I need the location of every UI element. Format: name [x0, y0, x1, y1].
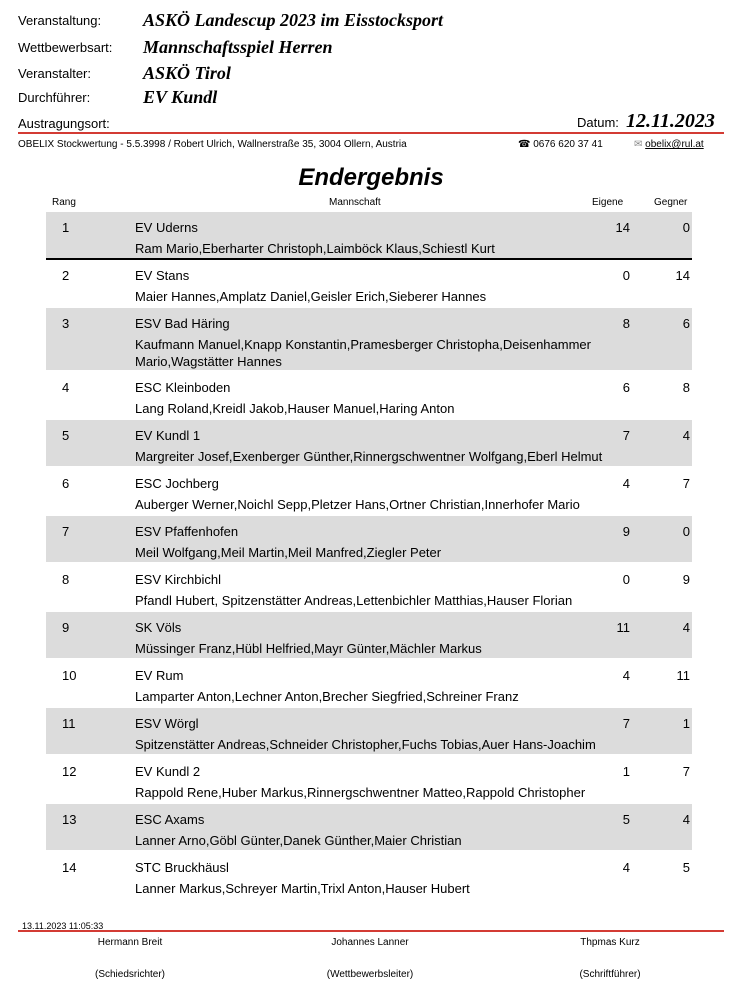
print-timestamp: 13.11.2023 11:05:33 [22, 921, 104, 931]
result-row [46, 708, 692, 754]
phone-number: 0676 620 37 41 [533, 139, 603, 150]
rang-cell: 14 [62, 860, 77, 875]
austragungsort-label: Austragungsort: [18, 116, 110, 131]
gegner-cell: 7 [682, 476, 690, 491]
team-players: Kaufmann Manuel,Knapp Konstantin,Pramesberger Christopha,Deisenhammer Mario,Wagstätter Hannes [135, 337, 591, 369]
eigene-cell: 0 [622, 572, 630, 587]
veranstalter-value: ASKÖ Tirol [143, 63, 231, 83]
result-row [46, 852, 692, 898]
gegner-cell: 6 [682, 316, 690, 331]
eigene-cell: 14 [615, 220, 630, 235]
gegner-cell: 4 [682, 620, 690, 635]
team-name: ESV Bad Häring [135, 316, 230, 331]
team-name: ESC Jochberg [135, 476, 219, 491]
team-name: SK Völs [135, 620, 182, 635]
eigene-cell: 8 [622, 316, 630, 331]
rang-cell: 1 [62, 220, 70, 235]
team-players: Spitzenstätter Andreas,Schneider Christopher,Fuchs Tobias,Auer Hans-Joachim [135, 737, 596, 752]
team-name: EV Uderns [135, 220, 198, 235]
rang-cell: 3 [62, 316, 70, 331]
team-players: Lanner Markus,Schreyer Martin,Trixl Anton,Hauser Hubert [135, 881, 470, 896]
eigene-cell: 1 [622, 764, 630, 779]
eigene-cell: 4 [622, 476, 630, 491]
result-row [46, 468, 692, 514]
rang-cell: 4 [62, 380, 70, 395]
result-row [46, 660, 692, 706]
eigene-cell: 11 [616, 620, 630, 635]
eigene-cell: 7 [622, 428, 630, 443]
team-players: Maier Hannes,Amplatz Daniel,Geisler Erich,Sieberer Hannes [135, 289, 487, 304]
team-name: EV Stans [135, 268, 190, 283]
gegner-cell: 5 [682, 860, 690, 875]
gegner-cell: 4 [682, 428, 690, 443]
rang-cell: 9 [62, 620, 70, 635]
signature-name-wettbewerbsleiter: Johannes Lanner [331, 937, 409, 948]
result-row [46, 308, 692, 370]
result-row [46, 564, 692, 610]
rang-cell: 13 [62, 812, 77, 827]
veranstaltung-label: Veranstaltung: [18, 13, 102, 28]
team-players: Pfandl Hubert, Spitzenstätter Andreas,Lettenbichler Matthias,Hauser Florian [135, 593, 573, 608]
eigene-cell: 9 [622, 524, 630, 539]
veranstalter-label: Veranstalter: [18, 66, 91, 81]
team-players: Lanner Arno,Göbl Günter,Danek Günther,Maier Christian [135, 833, 462, 848]
durchfuehrer-value: EV Kundl [143, 87, 218, 107]
team-players: Ram Mario,Eberharter Christoph,Laimböck Klaus,Schiestl Kurt [135, 241, 495, 256]
datum-value: 12.11.2023 [626, 110, 715, 132]
wettbewerbsart-value: Mannschaftsspiel Herren [143, 37, 333, 57]
durchfuehrer-label: Durchführer: [18, 90, 91, 105]
email-contact[interactable] [634, 139, 704, 150]
header-divider [18, 132, 724, 134]
signature-role-wettbewerbsleiter: (Wettbewerbsleiter) [326, 969, 414, 980]
col-mannschaft-header: Mannschaft [329, 197, 381, 208]
team-players: Lamparter Anton,Lechner Anton,Brecher Siegfried,Schreiner Franz [135, 689, 519, 704]
gegner-cell: 1 [682, 716, 690, 731]
eigene-cell: 4 [622, 668, 630, 683]
team-name: STC Bruckhäusl [135, 860, 229, 875]
signature-role-schiedsrichter: (Schiedsrichter) [94, 969, 166, 980]
rang-cell: 7 [62, 524, 70, 539]
rang-cell: 10 [62, 668, 77, 683]
gegner-cell: 14 [675, 268, 690, 283]
gegner-cell: 0 [682, 524, 690, 539]
result-row [46, 420, 692, 466]
phone-contact [518, 139, 603, 150]
team-name: ESV Kirchbichl [135, 572, 221, 587]
team-name: ESC Kleinboden [135, 380, 231, 395]
team-name: EV Rum [135, 668, 184, 683]
team-name: ESV Pfaffenhofen [135, 524, 239, 539]
page-title: Endergebnis [298, 164, 444, 191]
col-gegner-header: Gegner [654, 197, 688, 208]
rang-cell: 5 [62, 428, 70, 443]
gegner-cell: 7 [682, 764, 690, 779]
result-row [46, 372, 692, 418]
team-name: ESC Axams [135, 812, 205, 827]
software-credit: OBELIX Stockwertung - 5.5.3998 / Robert Ulrich, Wallnerstraße 35, 3004 Ollern, Austria [18, 139, 407, 150]
wettbewerbsart-label: Wettbewerbsart: [18, 40, 113, 55]
eigene-cell: 7 [622, 716, 630, 731]
rang-cell: 8 [62, 572, 70, 587]
gegner-cell: 8 [682, 380, 690, 395]
col-rang-header: Rang [52, 197, 76, 208]
phone-icon: ☎ [518, 139, 531, 150]
eigene-cell: 6 [622, 380, 630, 395]
team-players: Rappold Rene,Huber Markus,Rinnergschwentner Matteo,Rappold Christopher [135, 785, 586, 800]
team-players: Auberger Werner,Noichl Sepp,Pletzer Hans,Ortner Christian,Innerhofer Mario [135, 497, 580, 512]
datum-label: Datum: [577, 115, 619, 130]
team-players: Meil Wolfgang,Meil Martin,Meil Manfred,Ziegler Peter [135, 545, 442, 560]
veranstaltung-value: ASKÖ Landescup 2023 im Eisstocksport [143, 10, 444, 30]
team-name: ESV Wörgl [135, 716, 199, 731]
row-divider [46, 258, 692, 260]
result-row [46, 260, 692, 306]
rang-cell: 12 [62, 764, 77, 779]
eigene-cell: 0 [622, 268, 630, 283]
team-name: EV Kundl 2 [135, 764, 201, 779]
result-row [46, 804, 692, 850]
footer-divider [18, 930, 724, 932]
gegner-cell: 9 [682, 572, 690, 587]
signature-name-schiedsrichter: Hermann Breit [97, 937, 163, 948]
signature-role-schriftfuehrer: (Schriftführer) [579, 969, 641, 980]
mail-icon: ✉ [634, 139, 643, 150]
rang-cell: 2 [62, 268, 70, 283]
team-players: Margreiter Josef,Exenberger Günther,Rinnergschwentner Wolfgang,Eberl Helmut [135, 449, 603, 464]
gegner-cell: 11 [676, 668, 690, 683]
eigene-cell: 4 [622, 860, 630, 875]
gegner-cell: 4 [682, 812, 690, 827]
result-row [46, 612, 692, 658]
result-row [46, 516, 692, 562]
team-players: Müssinger Franz,Hübl Helfried,Mayr Günter,Mächler Markus [135, 641, 482, 656]
email-link[interactable]: obelix@rul.at [645, 139, 704, 150]
team-players: Lang Roland,Kreidl Jakob,Hauser Manuel,Haring Anton [135, 401, 455, 416]
result-row [46, 756, 692, 802]
eigene-cell: 5 [622, 812, 630, 827]
gegner-cell: 0 [682, 220, 690, 235]
signature-name-schriftfuehrer: Thpmas Kurz [580, 937, 640, 948]
result-row [46, 212, 692, 258]
col-eigene-header: Eigene [592, 197, 624, 208]
team-name: EV Kundl 1 [135, 428, 201, 443]
rang-cell: 11 [62, 716, 76, 731]
rang-cell: 6 [62, 476, 70, 491]
